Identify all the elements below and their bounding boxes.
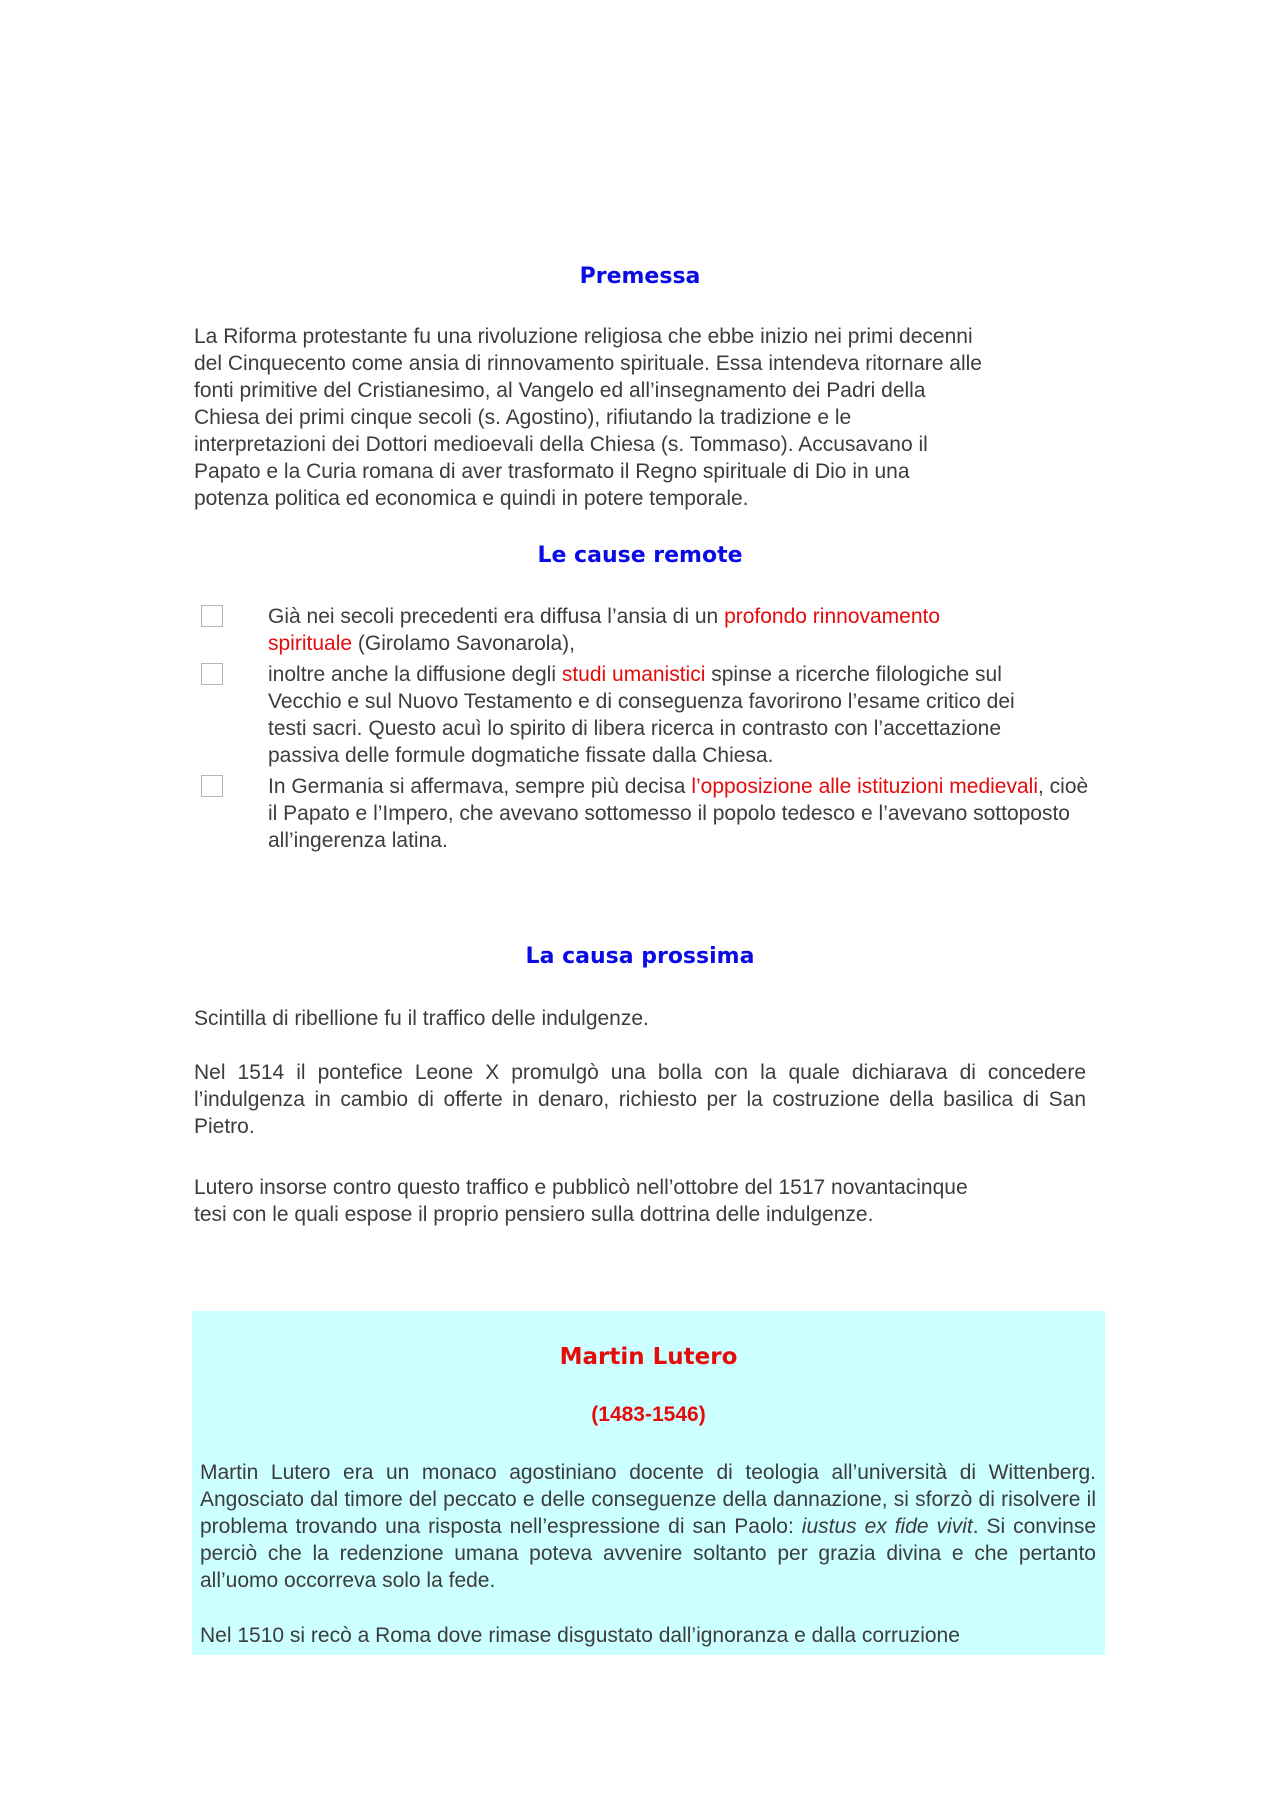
text-line: tesi con le quali espose il proprio pensiero sulla dottrina delle indulgenze. [194, 1203, 874, 1226]
premessa-line: Papato e la Curia romana di aver trasformato il Regno spirituale di Dio in una [194, 460, 910, 483]
highlight-text: studi umanistici [561, 663, 706, 686]
premessa-line: del Cinquecento come ansia di rinnovamento spirituale. Essa intendeva ritornare alle [194, 352, 982, 375]
causa-prossima-heading: La causa prossima [525, 944, 755, 969]
cause-remote-list [194, 603, 1094, 854]
causa-prossima-intro: Scintilla di ribellione fu il traffico delle indulgenze. [194, 1007, 649, 1030]
premessa-line: interpretazioni dei Dottori medioevali della Chiesa (s. Tommaso). Accusavano il [194, 433, 928, 456]
premessa-line: fonti primitive del Cristianesimo, al Vangelo ed all’insegnamento dei Padri della [194, 379, 926, 402]
checkbox-icon[interactable] [201, 605, 223, 627]
lutero-box [192, 1311, 1105, 1655]
checkbox-icon[interactable] [201, 663, 223, 685]
highlight-text: profondo rinnovamento spirituale [268, 605, 941, 655]
checkbox-icon[interactable] [201, 775, 223, 797]
lutero-dates: (1483-1546) [591, 1403, 706, 1426]
premessa-line: potenza politica ed economica e quindi in potere temporale. [194, 487, 749, 510]
cause-remote-heading: Le cause remote [537, 543, 743, 568]
lutero-title: Martin Lutero [559, 1344, 738, 1370]
text-line: Lutero insorse contro questo traffico e pubblicò nell’ottobre del 1517 novantacinque [194, 1176, 968, 1199]
lutero-paragraph: Martin Lutero era un monaco agostiniano docente di teologia all’università di Wittenberg. Angosciato dal timore del peccato e delle conseguenze della dannazione, si sforzò di risolvere il problema trovando una risposta nell’espressione di san Paolo: iustus ex fide vivit. Si convinse perciò che la redenzione umana poteva avvenire soltanto per grazia divina e che pertanto all’uomo occorreva solo la fede. [200, 1461, 1096, 1592]
highlight-text: l’opposizione alle istituzioni medievali [691, 775, 1038, 798]
latin-quote: iustus ex fide vivit [801, 1515, 973, 1538]
causa-prossima-paragraph-lutero [194, 1174, 1086, 1228]
list-item: In Germania si affermava, sempre più decisa l’opposizione alle istituzioni medievali, cioè il Papato e l’Impero, che avevano sottomesso il popolo tedesco e l’avevano sottoposto all’ingerenza latina. [194, 773, 1094, 854]
list-item: inoltre anche la diffusione degli studi umanistici spinse a ricerche filologiche sul Vecchio e sul Nuovo Testamento e di conseguenza favorirono l’esame critico dei testi sacri. Questo acuì lo spirito di libera ricerca in contrasto con l’accettazione passiva delle formule dogmatiche fissate dalla Chiesa. [194, 661, 1058, 769]
premessa-line: Chiesa dei primi cinque secoli (s. Agostino), rifiutando la tradizione e le [194, 406, 852, 429]
premessa-paragraph [194, 323, 1086, 512]
causa-prossima-paragraph: Nel 1514 il pontefice Leone X promulgò una bolla con la quale dichiarava di concedere l’indulgenza in cambio di offerte in denaro, richiesto per la costruzione della basilica di San Pietro. [194, 1061, 1086, 1138]
lutero-paragraph-roma: Nel 1510 si recò a Roma dove rimase disgustato dall’ignoranza e dalla corruzione [200, 1624, 960, 1647]
premessa-line: La Riforma protestante fu una rivoluzione religiosa che ebbe inizio nei primi decenni [194, 325, 973, 348]
premessa-heading: Premessa [579, 264, 701, 289]
list-item: Già nei secoli precedenti era diffusa l’ansia di un profondo rinnovamento spirituale (Girolamo Savonarola), [194, 603, 1028, 657]
